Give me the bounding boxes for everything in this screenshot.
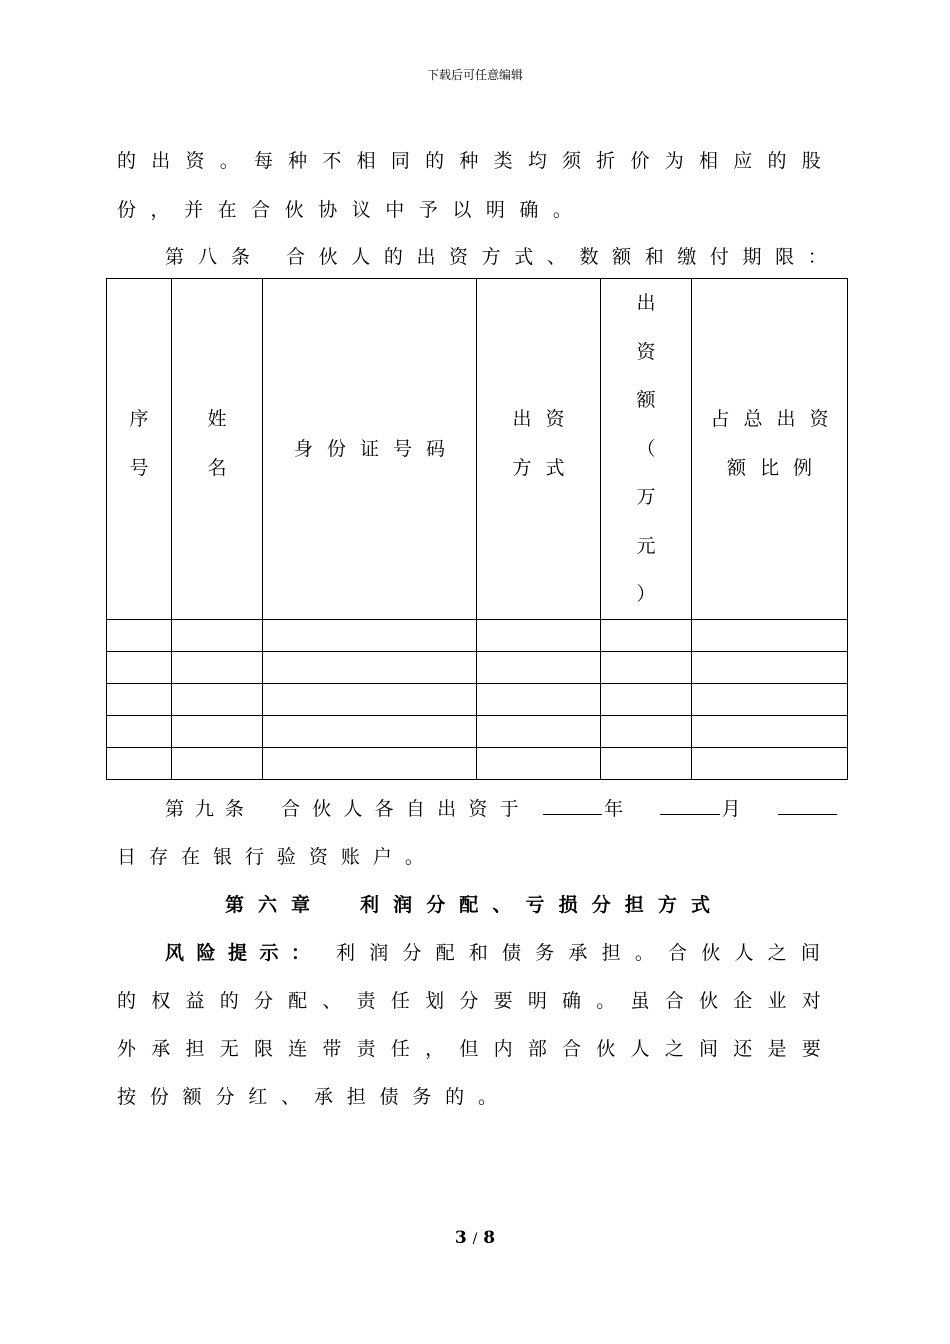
char: 人: [351, 246, 371, 268]
table-row: [107, 683, 848, 715]
char: 每: [253, 150, 273, 172]
char: 但: [459, 1038, 479, 1060]
char: 间: [698, 1038, 718, 1060]
char: 相: [356, 150, 376, 172]
char: 人: [343, 798, 363, 820]
char: ：: [290, 942, 310, 964]
char: 、: [492, 894, 512, 916]
table-cell[interactable]: [172, 651, 263, 683]
char: 伙: [701, 942, 721, 964]
char: 要: [801, 1038, 821, 1060]
char: 出: [437, 798, 457, 820]
char: 合: [664, 990, 684, 1012]
table-cell[interactable]: [477, 747, 601, 779]
header-line: ）: [636, 583, 656, 605]
article9-line2: [117, 842, 424, 869]
table-cell[interactable]: [263, 683, 477, 715]
char: 要: [493, 990, 513, 1012]
table-cell[interactable]: [263, 747, 477, 779]
char: 协: [318, 199, 338, 221]
table-cell[interactable]: [263, 715, 477, 747]
char: 务: [535, 942, 555, 964]
header-line: 号: [129, 456, 149, 479]
char: 损: [558, 894, 578, 916]
char: 资: [308, 846, 328, 868]
char: 须: [562, 150, 582, 172]
char: 资: [449, 246, 469, 268]
day-blank[interactable]: [778, 796, 837, 815]
table-header-row: [107, 279, 848, 620]
table-cell[interactable]: [477, 619, 601, 651]
char: 数: [579, 246, 599, 268]
year-blank[interactable]: [543, 796, 602, 815]
char: 分: [402, 942, 422, 964]
char: 任: [390, 990, 410, 1012]
table-cell[interactable]: [601, 747, 692, 779]
char: 提: [227, 942, 247, 964]
table-cell[interactable]: [172, 715, 263, 747]
char: 承: [313, 1086, 333, 1108]
paragraph1-line1: [117, 146, 821, 173]
char: 配: [459, 894, 479, 916]
char: 益: [185, 990, 205, 1012]
contribution-table: [106, 278, 848, 780]
char: 债: [379, 1086, 399, 1108]
char: 第: [225, 894, 245, 916]
char: 连: [288, 1038, 308, 1060]
char: 带: [322, 1038, 342, 1060]
char: ：: [807, 246, 827, 268]
char: 付: [709, 246, 729, 268]
char: 价: [630, 150, 650, 172]
char: 式: [514, 246, 534, 268]
char: 业: [767, 990, 787, 1012]
char: 、: [546, 246, 566, 268]
risk-label: [165, 938, 310, 965]
char: 予: [418, 199, 438, 221]
table-cell[interactable]: [692, 683, 848, 715]
char: 之: [664, 1038, 684, 1060]
char: 出: [151, 150, 171, 172]
char: 中: [385, 199, 405, 221]
char: 限: [775, 246, 795, 268]
char: 方: [481, 246, 501, 268]
char: 银: [212, 846, 232, 868]
char: 确: [562, 990, 582, 1012]
table-cell[interactable]: [477, 715, 601, 747]
char: 的: [117, 150, 137, 172]
char: 伙: [312, 798, 332, 820]
char: 。: [404, 846, 424, 868]
char: 各: [374, 798, 394, 820]
char: 的: [117, 990, 137, 1012]
char: 额: [182, 1086, 202, 1108]
char: 方: [657, 894, 677, 916]
char: 股: [801, 150, 821, 172]
char: 利: [336, 942, 356, 964]
char: 八: [197, 246, 217, 268]
header-seq: [107, 279, 172, 620]
char: 承: [568, 942, 588, 964]
table-cell[interactable]: [107, 715, 172, 747]
table-cell[interactable]: [263, 651, 477, 683]
char: 和: [468, 942, 488, 964]
char: 限: [253, 1038, 273, 1060]
char: 责: [356, 990, 376, 1012]
header-line: （: [636, 437, 656, 460]
table-row: [107, 651, 848, 683]
char: 验: [276, 846, 296, 868]
char: 润: [369, 942, 389, 964]
char: 任: [390, 1038, 410, 1060]
char: 种: [459, 150, 479, 172]
article9-line1: [165, 794, 837, 821]
table-cell[interactable]: [601, 683, 692, 715]
char: 担: [601, 942, 621, 964]
risk-line3: [117, 1034, 821, 1061]
char: 于: [499, 798, 519, 820]
header-line: 方式: [512, 456, 579, 479]
char: 在: [180, 846, 200, 868]
table-cell[interactable]: [107, 683, 172, 715]
page-sep: /: [472, 1231, 478, 1247]
char: 自: [405, 798, 425, 820]
char: 伙: [698, 990, 718, 1012]
char: 分: [426, 894, 446, 916]
char: 企: [733, 990, 753, 1012]
article9-number: [165, 794, 244, 821]
char: 承: [151, 1038, 171, 1060]
article9-text: [281, 794, 519, 821]
char: 人: [734, 942, 754, 964]
char: 期: [742, 246, 762, 268]
char: 。: [634, 942, 654, 964]
article8-text: [286, 242, 827, 269]
char: 伙: [318, 246, 338, 268]
char: 责: [356, 1038, 376, 1060]
char: 确: [519, 199, 539, 221]
char: 账: [340, 846, 360, 868]
char: 的: [219, 990, 239, 1012]
char: 部: [527, 1038, 547, 1060]
month-blank[interactable]: [660, 796, 719, 815]
article8-number: [165, 242, 250, 269]
char: 。: [596, 990, 616, 1012]
table-cell[interactable]: [692, 715, 848, 747]
char: 合: [280, 798, 300, 820]
char: 债: [502, 942, 522, 964]
table-row: [107, 715, 848, 747]
char: 合: [562, 1038, 582, 1060]
header-line: 万: [636, 486, 656, 508]
char: 以: [452, 199, 472, 221]
char: 担: [346, 1086, 366, 1108]
char: 伙: [284, 199, 304, 221]
char: 同: [390, 150, 410, 172]
header-line: 元: [636, 534, 656, 557]
table-cell[interactable]: [172, 619, 263, 651]
char: 人: [630, 1038, 650, 1060]
table-row: [107, 747, 848, 779]
header-id-number: 身份证号码: [263, 279, 477, 620]
char: 议: [351, 199, 371, 221]
header-amount: [601, 279, 692, 620]
char: 示: [259, 942, 279, 964]
char: 按: [117, 1086, 137, 1108]
char: 明: [485, 199, 505, 221]
chapter6-title: [225, 890, 710, 917]
char: 的: [445, 1086, 465, 1108]
char: 行: [244, 846, 264, 868]
table-row: [107, 619, 848, 651]
char: 。: [552, 199, 572, 221]
char: 伙: [596, 1038, 616, 1060]
char: 间: [800, 942, 820, 964]
char: 资: [185, 150, 205, 172]
char: 亏: [525, 894, 545, 916]
header-line: 出: [636, 292, 656, 314]
char: 并: [184, 199, 204, 221]
table-cell[interactable]: [601, 715, 692, 747]
char: 之: [767, 942, 787, 964]
risk-line1: [165, 938, 820, 965]
risk-line4: [117, 1082, 497, 1109]
char: 为: [664, 150, 684, 172]
char: 和: [644, 246, 664, 268]
table-cell[interactable]: [692, 651, 848, 683]
table-cell[interactable]: [477, 651, 601, 683]
page-current: 3: [454, 1228, 467, 1248]
chapter6-text: [360, 890, 710, 917]
char: 。: [219, 150, 239, 172]
char: 存: [148, 846, 168, 868]
page-number: [0, 1228, 950, 1248]
char: 出: [416, 246, 436, 268]
char: 分: [215, 1086, 235, 1108]
char: 的: [383, 246, 403, 268]
char: 红: [248, 1086, 268, 1108]
char: 风: [165, 942, 185, 964]
char: 虽: [630, 990, 650, 1012]
char: 式: [690, 894, 710, 916]
char: 九: [194, 798, 214, 820]
char: 种: [288, 150, 308, 172]
char: 担: [185, 1038, 205, 1060]
page-total: 8: [483, 1228, 496, 1248]
char: 条: [230, 246, 250, 268]
char: 类: [493, 150, 513, 172]
article8-heading: [165, 242, 827, 269]
table-cell[interactable]: [107, 619, 172, 651]
char: 份: [117, 199, 137, 221]
char: 配: [288, 990, 308, 1012]
char: 。: [477, 1086, 497, 1108]
char: 的: [767, 150, 787, 172]
char: ，: [150, 199, 170, 221]
header-ratio: [692, 279, 848, 620]
char: 章: [290, 894, 310, 916]
header-line: 出资: [512, 408, 579, 431]
char: 份: [149, 1086, 169, 1108]
char: 缴: [677, 246, 697, 268]
header-line: 额比例: [726, 456, 826, 479]
char: 、: [322, 990, 342, 1012]
risk-text-1: [336, 938, 820, 965]
table-cell[interactable]: [172, 683, 263, 715]
char: 是: [767, 1038, 787, 1060]
char: 第: [165, 246, 185, 268]
char: 对: [801, 990, 821, 1012]
char: 日: [117, 846, 137, 868]
char: 六: [257, 894, 277, 916]
table-cell[interactable]: [692, 747, 848, 779]
char: ，: [425, 1038, 445, 1060]
header-line: 序: [129, 408, 149, 431]
char: 分: [459, 990, 479, 1012]
chapter6-number: [225, 890, 310, 917]
header-method: [477, 279, 601, 620]
char: 、: [281, 1086, 301, 1108]
table-cell[interactable]: [477, 683, 601, 715]
char: 条: [224, 798, 244, 820]
char: 险: [196, 942, 216, 964]
char: 合: [668, 942, 688, 964]
table-cell[interactable]: [107, 747, 172, 779]
header-name: [172, 279, 263, 620]
char: 务: [412, 1086, 432, 1108]
char: 还: [733, 1038, 753, 1060]
table-cell[interactable]: [172, 747, 263, 779]
header-line: 占总出资: [710, 408, 843, 431]
char: 相: [698, 150, 718, 172]
header-line: 名: [207, 456, 227, 479]
char: 润: [393, 894, 413, 916]
table-cell[interactable]: [107, 651, 172, 683]
char: 的: [425, 150, 445, 172]
paragraph1-line2: [117, 195, 572, 222]
table-cell[interactable]: [263, 619, 477, 651]
char: 额: [612, 246, 632, 268]
char: 划: [425, 990, 445, 1012]
char: 不: [322, 150, 342, 172]
char: 第: [165, 798, 185, 820]
year-label: 年: [604, 798, 624, 820]
char: 折: [596, 150, 616, 172]
char: 户: [372, 846, 392, 868]
char: 均: [527, 150, 547, 172]
risk-line2: [117, 986, 821, 1013]
month-label: 月: [721, 798, 741, 820]
header-line: 额: [636, 389, 656, 411]
char: 合: [286, 246, 306, 268]
char: 权: [151, 990, 171, 1012]
page-header: 下载后可任意编辑: [426, 68, 523, 82]
char: 利: [360, 894, 380, 916]
header-line: 姓: [207, 408, 227, 431]
char: 担: [624, 894, 644, 916]
char: 资: [468, 798, 488, 820]
table-cell[interactable]: [692, 619, 848, 651]
header-line: 资: [636, 340, 656, 363]
char: 应: [733, 150, 753, 172]
table-cell[interactable]: [601, 651, 692, 683]
char: 分: [591, 894, 611, 916]
char: 配: [435, 942, 455, 964]
char: 合: [251, 199, 271, 221]
char: 分: [253, 990, 273, 1012]
char: 内: [493, 1038, 513, 1060]
table-cell[interactable]: [601, 619, 692, 651]
char: 外: [117, 1038, 137, 1060]
char: 无: [219, 1038, 239, 1060]
char: 在: [217, 199, 237, 221]
char: 明: [527, 990, 547, 1012]
